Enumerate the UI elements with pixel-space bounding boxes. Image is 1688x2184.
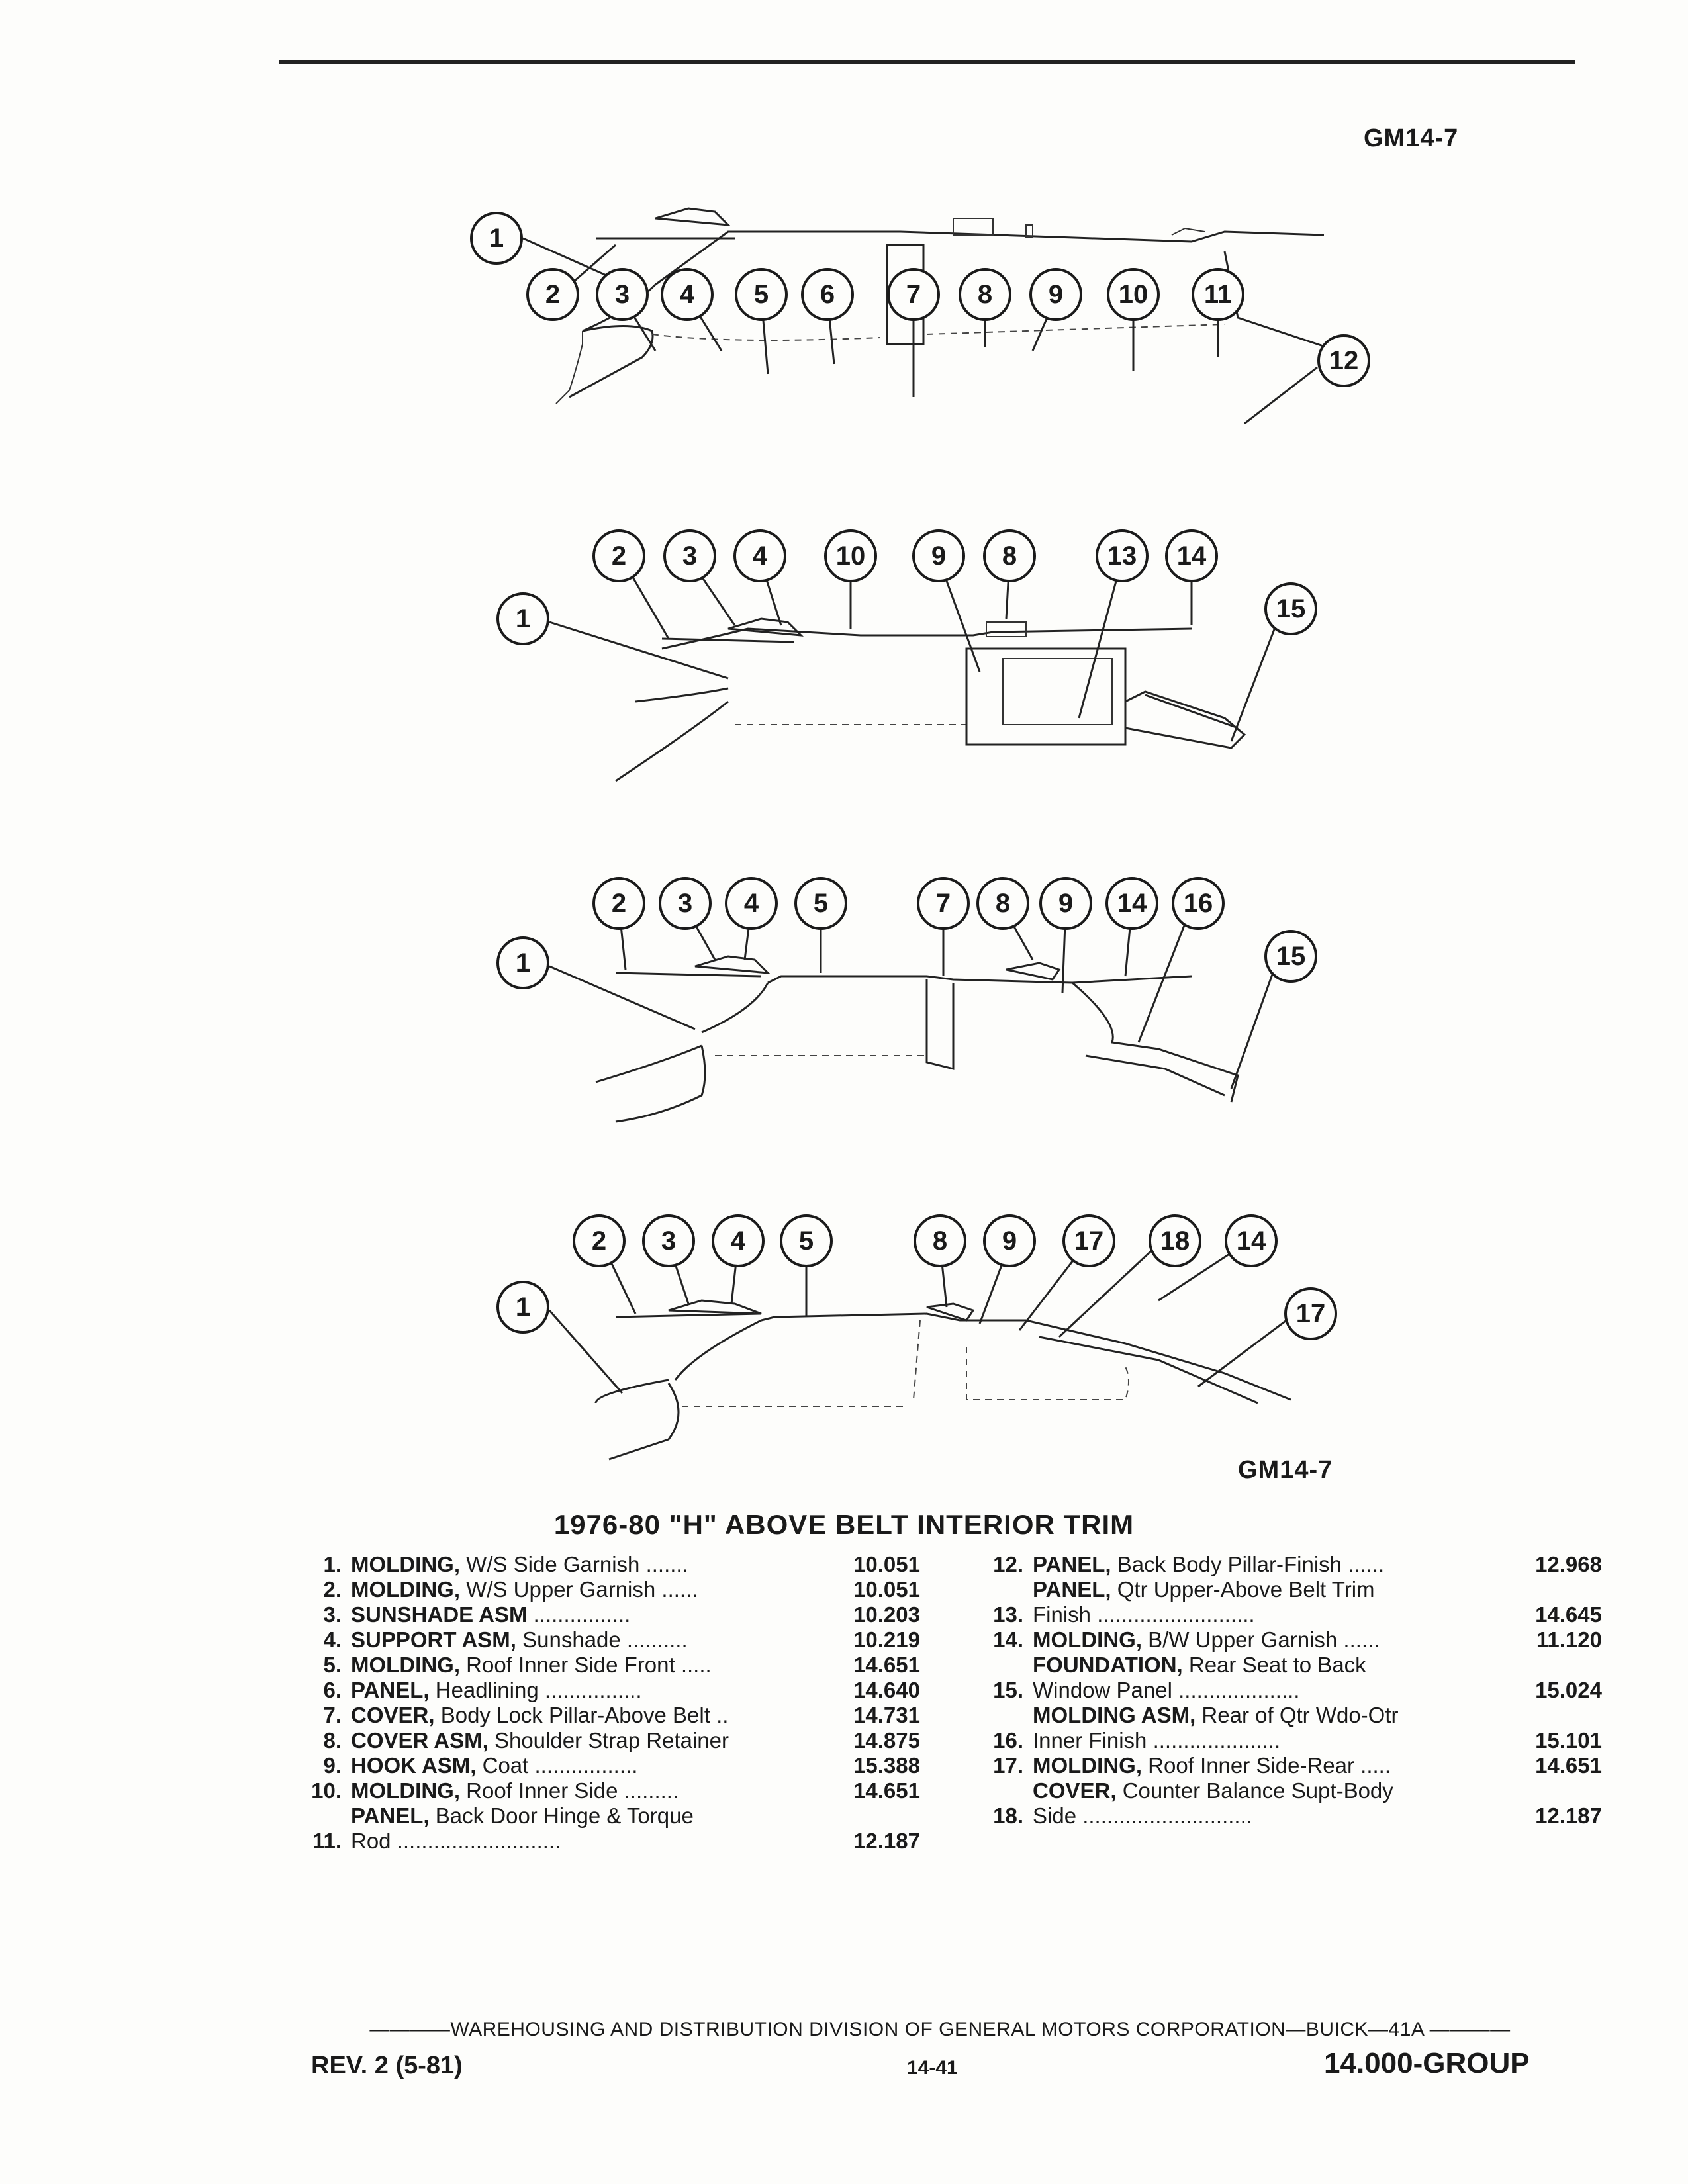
- legend-item: 8. COVER ASM, Shoulder Strap Retainer 14.875: [323, 1728, 920, 1752]
- legend-item: 18. COVER, Counter Balance Supt-Body Side ............................ 12.187: [993, 1778, 1602, 1828]
- svg-text:14: 14: [1117, 889, 1147, 918]
- diagram-3: [0, 877, 1688, 1128]
- callout-4-8: [915, 1216, 965, 1307]
- diagram-4: [0, 1214, 1688, 1479]
- legend-item: 17. MOLDING, Roof Inner Side-Rear ..... 14.651: [993, 1753, 1602, 1778]
- callout-1-8: [960, 269, 1010, 347]
- svg-text:11: 11: [1203, 280, 1233, 309]
- svg-text:4: 4: [743, 889, 759, 918]
- callout-3-15: [1231, 931, 1316, 1089]
- legend-item: 9. HOOK ASM, Coat ................. 15.388: [323, 1753, 920, 1778]
- callout-3-9: [1041, 878, 1091, 993]
- svg-text:2: 2: [591, 1226, 607, 1255]
- group-label: 14.000-GROUP: [1324, 2047, 1530, 2079]
- legend-item: 2. MOLDING, W/S Upper Garnish ...... 10.051: [323, 1577, 920, 1602]
- svg-text:18: 18: [1160, 1226, 1190, 1255]
- legend-item: 7. COVER, Body Lock Pillar-Above Belt .. 14.731: [323, 1703, 920, 1727]
- callout-2-1: [498, 594, 728, 678]
- svg-text:9: 9: [931, 541, 947, 570]
- callout-2-14: [1166, 531, 1217, 625]
- legend-item: 11. PANEL, Back Door Hinge & Torque Rod ........................... 12.187: [312, 1803, 920, 1853]
- svg-text:14: 14: [1176, 541, 1207, 570]
- callout-4-1: [498, 1282, 622, 1393]
- legend-item: 5. MOLDING, Roof Inner Side Front ..... 14.651: [323, 1653, 920, 1677]
- svg-text:12: 12: [1329, 346, 1359, 375]
- svg-text:17: 17: [1295, 1299, 1326, 1328]
- svg-text:15: 15: [1276, 942, 1306, 971]
- svg-text:1: 1: [489, 224, 504, 253]
- svg-text:3: 3: [661, 1226, 677, 1255]
- callout-2-3: [665, 531, 735, 625]
- svg-text:5: 5: [813, 889, 829, 918]
- svg-text:4: 4: [679, 280, 695, 309]
- legend-left-column: [298, 1552, 920, 1854]
- callout-3-14: [1107, 878, 1157, 976]
- svg-text:10: 10: [1118, 280, 1149, 309]
- diagram-1: [0, 126, 1688, 417]
- legend-item: 1. MOLDING, W/S Side Garnish ....... 10.051: [323, 1552, 920, 1576]
- svg-text:7: 7: [906, 280, 921, 309]
- callout-4-9: [980, 1216, 1035, 1324]
- callout-3-2: [594, 878, 644, 970]
- svg-text:5: 5: [753, 280, 769, 309]
- legend-right-column: [980, 1552, 1602, 1829]
- svg-text:8: 8: [1002, 541, 1017, 570]
- footer-publisher-line: ————WAREHOUSING AND DISTRIBUTION DIVISION OF GENERAL MOTORS CORPORATION—BUICK—41A ————: [369, 2019, 1511, 2040]
- top-rule: [279, 60, 1575, 64]
- callout-1-12: [1244, 336, 1369, 424]
- svg-text:1: 1: [515, 604, 531, 633]
- svg-text:9: 9: [1002, 1226, 1017, 1255]
- svg-text:8: 8: [995, 889, 1011, 918]
- callout-4-2: [574, 1216, 635, 1314]
- callout-3-7: [918, 878, 968, 976]
- callout-1-11: [1193, 269, 1243, 357]
- svg-text:3: 3: [614, 280, 630, 309]
- callout-3-5: [796, 878, 846, 973]
- svg-text:5: 5: [798, 1226, 814, 1255]
- callout-1-5: [736, 269, 786, 374]
- figure-code-bottom: GM14-7: [1238, 1456, 1333, 1484]
- revision-label: REV. 2 (5-81): [311, 2052, 463, 2079]
- callout-2-2: [594, 531, 669, 639]
- svg-text:6: 6: [820, 280, 835, 309]
- callout-2-4: [735, 531, 785, 625]
- svg-text:7: 7: [935, 889, 951, 918]
- svg-text:1: 1: [515, 948, 531, 978]
- svg-text:14: 14: [1236, 1226, 1266, 1255]
- svg-text:9: 9: [1058, 889, 1074, 918]
- svg-text:8: 8: [977, 280, 993, 309]
- legend-item: 4. SUPPORT ASM, Sunshade .......... 10.219: [323, 1627, 920, 1652]
- svg-text:3: 3: [677, 889, 693, 918]
- svg-text:16: 16: [1183, 889, 1213, 918]
- callout-4-3: [643, 1216, 694, 1304]
- svg-text:10: 10: [835, 541, 866, 570]
- legend-item: 3. SUNSHADE ASM ................ 10.203: [323, 1602, 920, 1627]
- figure-code-top: GM14-7: [1364, 124, 1459, 152]
- svg-text:4: 4: [752, 541, 768, 570]
- svg-text:9: 9: [1048, 280, 1064, 309]
- callout-3-4: [726, 878, 776, 960]
- callout-3-8: [978, 878, 1033, 960]
- legend-item: 13. PANEL, Qtr Upper-Above Belt Trim Finish .......................... 14.645: [993, 1577, 1602, 1627]
- callout-4-5: [781, 1216, 831, 1317]
- svg-text:17: 17: [1074, 1226, 1104, 1255]
- callout-1-7: [888, 269, 939, 397]
- callout-1-9: [1031, 269, 1081, 351]
- legend-item: 12. PANEL, Back Body Pillar-Finish ...... 12.968: [993, 1552, 1602, 1576]
- callout-2-10: [825, 531, 876, 629]
- svg-text:4: 4: [730, 1226, 746, 1255]
- legend-title: 1976-80 "H" ABOVE BELT INTERIOR TRIM: [553, 1509, 1135, 1540]
- svg-text:1: 1: [515, 1293, 531, 1322]
- diagram-2: [0, 529, 1688, 807]
- legend-item: 15. FOUNDATION, Rear Seat to Back Window Panel .................... 15.024: [993, 1653, 1602, 1702]
- callout-2-9: [914, 531, 980, 672]
- svg-text:15: 15: [1276, 594, 1306, 623]
- page-number: 14-41: [907, 2057, 958, 2079]
- legend-item: 6. PANEL, Headlining ................ 14.640: [323, 1678, 920, 1702]
- legend-item: 14. MOLDING, B/W Upper Garnish ...... 11.120: [993, 1627, 1602, 1652]
- svg-text:13: 13: [1107, 541, 1137, 570]
- callout-3-3: [660, 878, 715, 960]
- callout-2-15: [1231, 584, 1316, 741]
- callout-2-13: [1079, 531, 1147, 718]
- callout-2-8: [984, 531, 1035, 619]
- callout-4-4: [713, 1216, 763, 1304]
- callout-3-1: [498, 938, 695, 1029]
- legend-item: 16. MOLDING ASM, Rear of Qtr Wdo-Otr Inner Finish ..................... 15.101: [993, 1703, 1602, 1752]
- legend-item: 10. MOLDING, Roof Inner Side ......... 14.651: [311, 1778, 920, 1803]
- svg-text:2: 2: [611, 541, 627, 570]
- svg-text:2: 2: [611, 889, 627, 918]
- callout-4-17b: [1198, 1289, 1336, 1387]
- callout-1-3: [597, 269, 655, 351]
- svg-text:2: 2: [545, 280, 561, 309]
- svg-text:8: 8: [932, 1226, 948, 1255]
- svg-text:3: 3: [682, 541, 698, 570]
- callout-1-6: [802, 269, 853, 364]
- callout-1-10: [1108, 269, 1158, 371]
